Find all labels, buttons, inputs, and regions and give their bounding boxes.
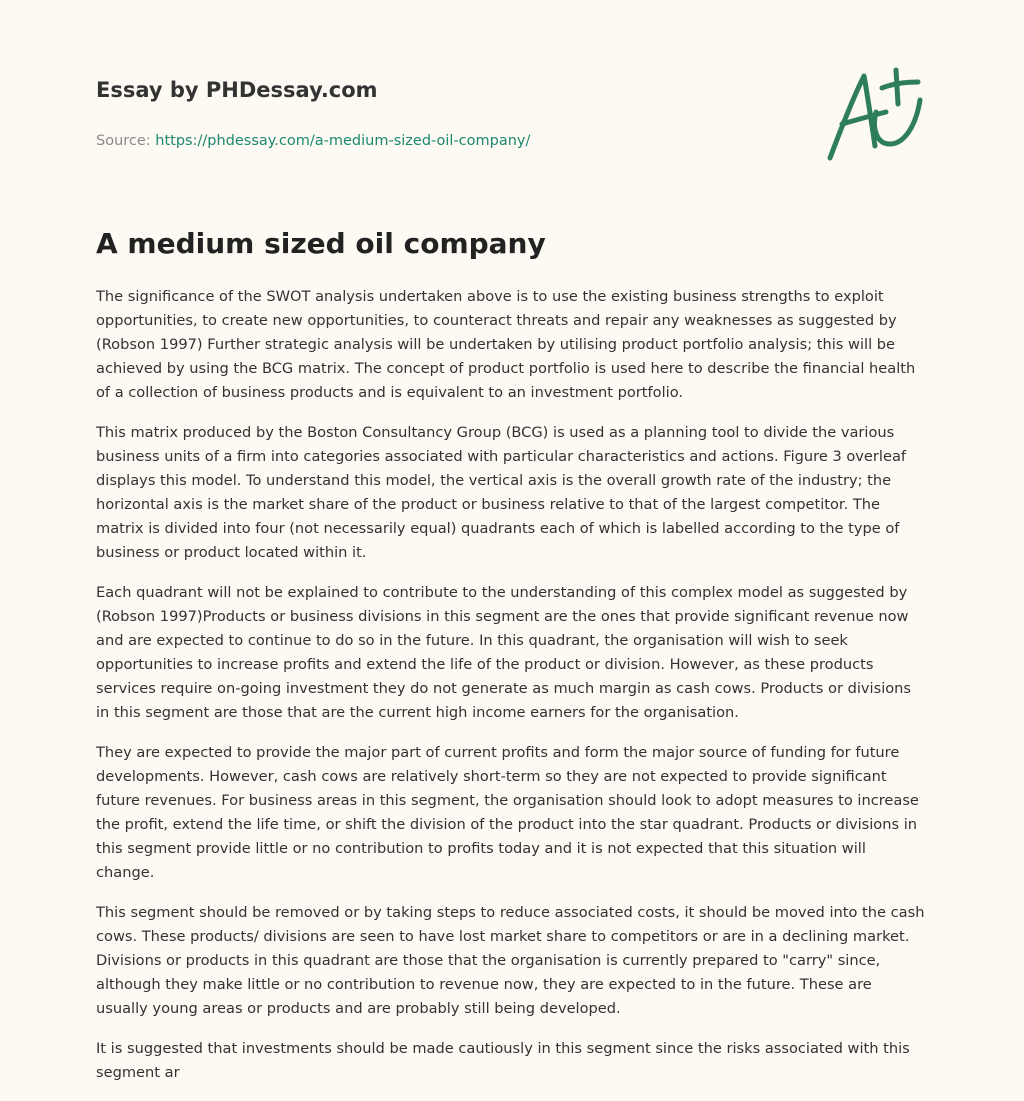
source-line bbox=[96, 132, 796, 150]
paragraph: It is suggested that investments should be made cautiously in this segment since the risks associated with this segment ar bbox=[96, 1040, 910, 1081]
a-plus-logo-icon bbox=[820, 66, 930, 166]
source-label: Source: bbox=[96, 133, 151, 149]
page-header bbox=[96, 76, 796, 150]
paragraph: The significance of the SWOT analysis undertaken above is to use the existing business strengths to exploit opportunities, to create new opportunities, to counteract threats and repair any weaknesses as suggested by (Robson 1997) Further strategic analysis will be undertaken by utilising product portfolio analysis; this will be achieved by using the BCG matrix. The concept of product portfolio is used here to describe the financial health of a collection of business products and is equivalent to an investment portfolio. bbox=[96, 288, 916, 401]
source-link[interactable]: https://phdessay.com/a-medium-sized-oil-company/ bbox=[155, 133, 531, 149]
paragraph: Each quadrant will not be explained to contribute to the understanding of this complex model as suggested by (Robson 1997)Products or business divisions in this segment are the ones that provide significant revenue now and are expected to continue to do so in the future. In this quadrant, the organisation will wish to seek opportunities to increase profits and extend the life of the product or division. However, as these products services require on-going investment they do not generate as much margin as cash cows. Products or divisions in this segment are those that are the current high income earners for the organisation. bbox=[96, 584, 912, 721]
paragraph: They are expected to provide the major part of current profits and form the major source of funding for future developments. However, cash cows are relatively short-term so they are not expected to provide significant future revenues. For business areas in this segment, the organisation should look to adopt measures to increase the profit, extend the life time, or shift the division of the product into the star quadrant. Products or divisions in this segment provide little or no contribution to profits today and it is not expected that this situation will change. bbox=[96, 744, 919, 881]
paragraph: This matrix produced by the Boston Consultancy Group (BCG) is used as a planning tool to divide the various business units of a firm into categories associated with particular characteristics and actions. Figure 3 overleaf displays this model. To understand this model, the vertical axis is the overall growth rate of the industry; the horizontal axis is the market share of the product or business relative to that of the largest competitor. The matrix is divided into four (not necessarily equal) quadrants each of which is labelled according to the type of business or product located within it. bbox=[96, 424, 907, 561]
paragraph: This segment should be removed or by taking steps to reduce associated costs, it should be moved into the cash cows. These products/ divisions are seen to have lost market share to competitors or are in a declining market. Divisions or products in this quadrant are those that the organisation is currently prepared to "carry" since, although they make little or no contribution to revenue now, they are expected to in the future. These are usually young areas or products and are probably still being developed. bbox=[96, 904, 925, 1017]
article-title: A medium sized oil company bbox=[96, 227, 546, 260]
article-body bbox=[96, 285, 928, 1101]
brand-title: Essay by PHDessay.com bbox=[96, 78, 378, 102]
